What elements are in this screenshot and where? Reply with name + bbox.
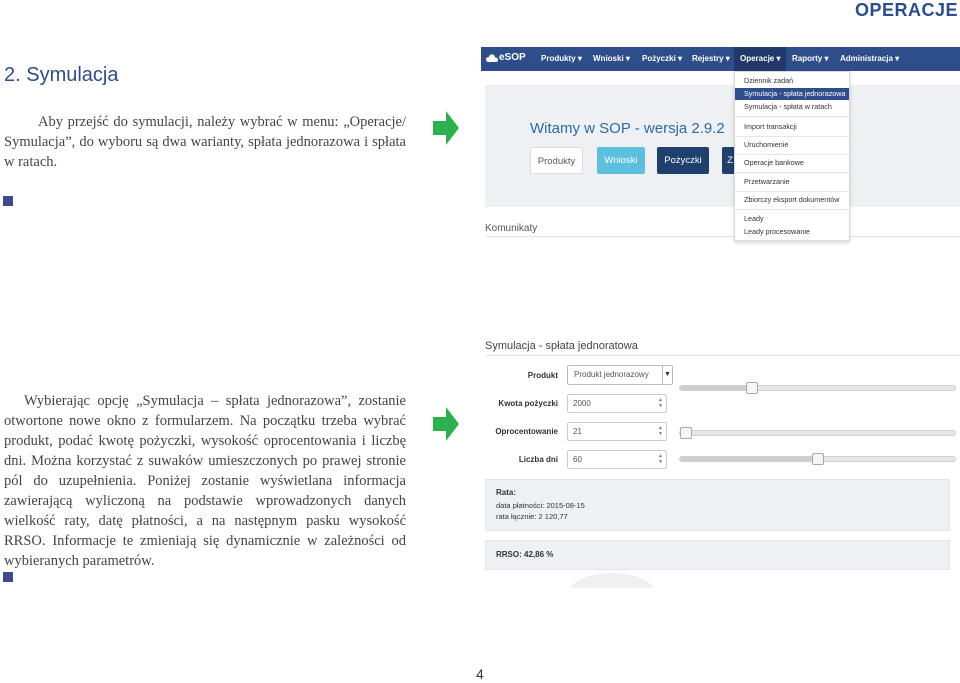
nav-raporty[interactable]: Raporty ▾: [792, 54, 829, 63]
chevron-down-icon: ▼: [662, 366, 672, 384]
welcome-heading: Witamy w SOP - wersja 2.9.2: [530, 120, 725, 137]
spinner-icon[interactable]: ▲ ▼: [658, 397, 663, 409]
product-value: Produkt jednorazowy: [574, 370, 649, 379]
operacje-dropdown: [734, 71, 850, 241]
form-title: Symulacja - spłata jednoratowa: [485, 340, 638, 352]
intro-paragraph: Aby przejść do symulacji, należy wybrać w menu: „Operacje/ Symulacja”, do wyboru są dwa warianty, spłata jednorazowa i spłata w ratach.: [4, 114, 406, 170]
interest-value: 21: [573, 427, 582, 436]
amount-label: Kwota pożyczki: [498, 399, 558, 408]
amount-value: 2000: [573, 399, 591, 408]
divider: [485, 355, 960, 356]
brand-logo[interactable]: eSOP: [499, 52, 526, 63]
menu-divider: [735, 191, 849, 192]
page-number: 4: [476, 666, 484, 682]
menu-item-leady[interactable]: Leady: [744, 214, 764, 223]
arrow-right-icon: [433, 407, 459, 441]
watermark-shape: [569, 573, 655, 588]
menu-item-dziennik-zadan[interactable]: Dziennik zadań: [744, 76, 794, 85]
product-select[interactable]: [567, 365, 673, 385]
rata-result-box: [485, 479, 950, 531]
menu-item-eksport-dokumentow[interactable]: Zbiorczy eksport dokumentów: [744, 195, 840, 204]
rrso-value: RRSO: 42,86 %: [496, 550, 554, 559]
menu-item-przetwarzanie[interactable]: Przetwarzanie: [744, 177, 790, 186]
days-slider[interactable]: [679, 456, 956, 462]
rata-date: data płatności: 2015-08-15: [496, 501, 585, 510]
rata-title: Rata:: [496, 488, 517, 497]
rata-total: rata łącznie: 2 120,77: [496, 512, 568, 521]
menu-divider: [735, 136, 849, 137]
menu-divider: [735, 154, 849, 155]
slider-handle[interactable]: [680, 427, 692, 439]
section-title: 2. Symulacja: [4, 64, 119, 86]
menu-item-symulacja-raty[interactable]: Symulacja - spłata w ratach: [744, 102, 832, 111]
section-header: OPERACJE: [854, 0, 958, 20]
interest-slider[interactable]: [679, 430, 956, 436]
nav-operacje[interactable]: Operacje ▾: [734, 47, 786, 71]
wnioski-button[interactable]: Wnioski: [597, 147, 645, 174]
bullet-marker-1: [3, 196, 13, 206]
produkty-button[interactable]: Produkty: [530, 147, 583, 174]
days-value: 60: [573, 455, 582, 464]
slider-handle[interactable]: [812, 453, 824, 465]
menu-item-uruchomienie[interactable]: Uruchomienie: [744, 140, 789, 149]
menu-item-import-transakcji[interactable]: Import transakcji: [744, 122, 797, 131]
cloud-icon: [486, 54, 498, 63]
nav-wnioski[interactable]: Wnioski ▾: [593, 54, 630, 63]
top-navbar: [481, 47, 960, 71]
simulation-paragraph: Wybierając opcję „Symulacja – spłata jednorazowa”, zostanie otwortone nowe okno z formularzem. Na początku trzeba wybrać produkt, podać kwotę pożyczki, wysokość oprocentowania i liczbę dni. Można korzystać z suwaków umieszczonych po prawej stronie pól do uzupełnienia. Poniżej zostanie wyświetlana informacja zawierającą wyliczoną na podstawie wprowadzonych danych wielkość raty, datę płatności, a na następnym pasku wysokość RRSO. Informacje te zmieniają się dynamicznie w zależności od wybieranych parametrów.: [4, 393, 406, 569]
nav-rejestry[interactable]: Rejestry ▾: [692, 54, 730, 63]
days-label: Liczba dni: [518, 455, 558, 464]
z-button[interactable]: Z: [722, 147, 738, 174]
welcome-panel: [485, 85, 960, 207]
menu-item-symulacja-jednorazowa[interactable]: Symulacja - spłata jednorazowa: [735, 88, 849, 100]
rrso-result-box: [485, 540, 950, 570]
menu-divider: [735, 172, 849, 173]
menu-item-leady-procesowanie[interactable]: Leady procesowanie: [744, 227, 810, 236]
menu-screenshot: [481, 47, 960, 240]
komunikaty-heading: Komunikaty: [485, 223, 538, 234]
nav-produkty[interactable]: Produkty ▾: [541, 54, 582, 63]
days-input[interactable]: [567, 450, 667, 469]
divider: [485, 236, 960, 237]
arrow-right-icon: [433, 111, 459, 145]
amount-slider[interactable]: [679, 385, 956, 391]
bullet-marker-2: [3, 572, 13, 582]
interest-input[interactable]: [567, 422, 667, 441]
pozyczki-button[interactable]: Pożyczki: [657, 147, 709, 174]
product-label: Produkt: [527, 371, 558, 380]
slider-handle[interactable]: [746, 382, 758, 394]
simulation-screenshot: [481, 333, 960, 588]
nav-administracja[interactable]: Administracja ▾: [840, 54, 900, 63]
menu-divider: [735, 116, 849, 117]
amount-input[interactable]: [567, 394, 667, 413]
menu-item-operacje-bankowe[interactable]: Operacje bankowe: [744, 158, 804, 167]
spinner-icon[interactable]: ▲ ▼: [658, 425, 663, 437]
slider-fill: [680, 386, 752, 390]
slider-fill: [680, 457, 818, 461]
interest-label: Oprocentowanie: [495, 427, 558, 436]
menu-divider: [735, 209, 849, 210]
spinner-icon[interactable]: ▲ ▼: [658, 453, 663, 465]
nav-pozyczki[interactable]: Pożyczki ▾: [642, 54, 683, 63]
